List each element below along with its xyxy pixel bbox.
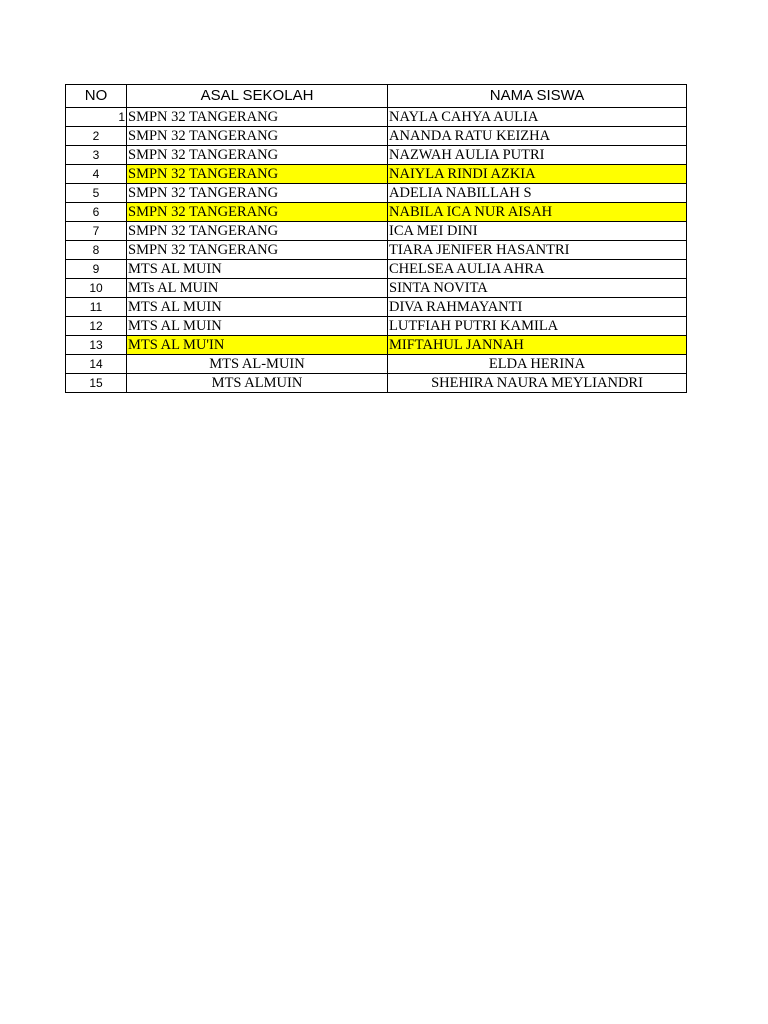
cell-school[interactable]: SMPN 32 TANGERANG bbox=[127, 222, 388, 241]
header-row bbox=[66, 85, 687, 108]
cell-student-name[interactable]: NAIYLA RINDI AZKIA bbox=[388, 165, 687, 184]
cell-student-name[interactable]: ADELIA NABILLAH S bbox=[388, 184, 687, 203]
cell-student-name[interactable]: ICA MEI DINI bbox=[388, 222, 687, 241]
table-row bbox=[66, 127, 687, 146]
cell-no[interactable]: 8 bbox=[66, 241, 127, 260]
cell-no[interactable]: 6 bbox=[66, 203, 127, 222]
table-row bbox=[66, 146, 687, 165]
cell-student-name[interactable]: NAYLA CAHYA AULIA bbox=[388, 108, 687, 127]
table-row bbox=[66, 203, 687, 222]
cell-student-name[interactable]: ELDA HERINA bbox=[388, 355, 687, 374]
cell-no[interactable]: 2 bbox=[66, 127, 127, 146]
cell-no[interactable]: 10 bbox=[66, 279, 127, 298]
cell-student-name[interactable]: SHEHIRA NAURA MEYLIANDRI bbox=[388, 374, 687, 393]
cell-school[interactable]: MTs AL MUIN bbox=[127, 279, 388, 298]
cell-student-name[interactable]: ANANDA RATU KEIZHA bbox=[388, 127, 687, 146]
cell-no[interactable]: 11 bbox=[66, 298, 127, 317]
cell-no[interactable]: 9 bbox=[66, 260, 127, 279]
cell-school[interactable]: SMPN 32 TANGERANG bbox=[127, 203, 388, 222]
cell-school[interactable]: SMPN 32 TANGERANG bbox=[127, 127, 388, 146]
cell-student-name[interactable]: NABILA ICA NUR AISAH bbox=[388, 203, 687, 222]
cell-no[interactable]: 12 bbox=[66, 317, 127, 336]
cell-school[interactable]: MTS AL-MUIN bbox=[127, 355, 388, 374]
cell-no[interactable]: 13 bbox=[66, 336, 127, 355]
cell-student-name[interactable]: CHELSEA AULIA AHRA bbox=[388, 260, 687, 279]
cell-student-name[interactable]: SINTA NOVITA bbox=[388, 279, 687, 298]
header-name[interactable]: NAMA SISWA bbox=[388, 85, 687, 108]
table-row bbox=[66, 317, 687, 336]
cell-school[interactable]: MTS AL MUIN bbox=[127, 317, 388, 336]
cell-no[interactable]: 7 bbox=[66, 222, 127, 241]
table-row bbox=[66, 279, 687, 298]
cell-school[interactable]: MTS AL MUIN bbox=[127, 260, 388, 279]
table-row bbox=[66, 374, 687, 393]
table-row bbox=[66, 241, 687, 260]
cell-school[interactable]: SMPN 32 TANGERANG bbox=[127, 241, 388, 260]
cell-student-name[interactable]: TIARA JENIFER HASANTRI bbox=[388, 241, 687, 260]
table-row bbox=[66, 298, 687, 317]
cell-school[interactable]: SMPN 32 TANGERANG bbox=[127, 146, 388, 165]
cell-school[interactable]: SMPN 32 TANGERANG bbox=[127, 108, 388, 127]
table-row bbox=[66, 336, 687, 355]
cell-student-name[interactable]: MIFTAHUL JANNAH bbox=[388, 336, 687, 355]
cell-no[interactable]: 5 bbox=[66, 184, 127, 203]
cell-no[interactable]: 15 bbox=[66, 374, 127, 393]
table-row bbox=[66, 222, 687, 241]
table-header bbox=[66, 85, 687, 108]
cell-student-name[interactable]: DIVA RAHMAYANTI bbox=[388, 298, 687, 317]
cell-no[interactable]: 4 bbox=[66, 165, 127, 184]
cell-student-name[interactable]: NAZWAH AULIA PUTRI bbox=[388, 146, 687, 165]
cell-school[interactable]: SMPN 32 TANGERANG bbox=[127, 165, 388, 184]
cell-no[interactable]: 14 bbox=[66, 355, 127, 374]
cell-no[interactable]: 1 bbox=[66, 108, 127, 127]
header-no[interactable]: NO bbox=[66, 85, 127, 108]
cell-student-name[interactable]: LUTFIAH PUTRI KAMILA bbox=[388, 317, 687, 336]
cell-school[interactable]: MTS AL MUIN bbox=[127, 298, 388, 317]
cell-school[interactable]: MTS AL MU'IN bbox=[127, 336, 388, 355]
student-table bbox=[65, 84, 687, 393]
cell-no[interactable]: 3 bbox=[66, 146, 127, 165]
table-row bbox=[66, 108, 687, 127]
cell-school[interactable]: SMPN 32 TANGERANG bbox=[127, 184, 388, 203]
table-row bbox=[66, 260, 687, 279]
table-body bbox=[66, 108, 687, 393]
cell-school[interactable]: MTS ALMUIN bbox=[127, 374, 388, 393]
header-school[interactable]: ASAL SEKOLAH bbox=[127, 85, 388, 108]
table-row bbox=[66, 165, 687, 184]
table-row bbox=[66, 184, 687, 203]
table-row bbox=[66, 355, 687, 374]
